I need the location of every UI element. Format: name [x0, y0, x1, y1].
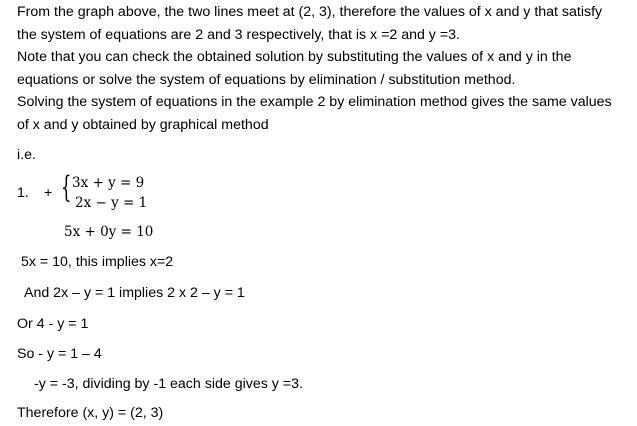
step-line: Or 4 - y = 1	[17, 316, 89, 332]
equation-2: 2x − y = 1	[75, 195, 148, 211]
step-line: -y = -3, dividing by -1 each side gives y =3.	[34, 376, 303, 392]
paragraph-line: of x and y obtained by graphical method	[17, 117, 269, 133]
item-number: 1.	[17, 185, 29, 201]
paragraph-line: From the graph above, the two lines meet at (2, 3), therefore the values of x and y that satisfy	[17, 4, 603, 20]
paragraph-line: equations or solve the system of equations by elimination / substitution method.	[17, 72, 516, 88]
paragraph-line: Solving the system of equations in the example 2 by elimination method gives the same values	[17, 94, 612, 110]
left-brace-icon: {	[61, 170, 72, 205]
equation-sum: 5x + 0y = 10	[64, 224, 154, 240]
step-line: So - y = 1 – 4	[17, 346, 102, 362]
step-line: And 2x – y = 1 implies 2 x 2 – y = 1	[24, 285, 245, 301]
paragraph-line: the system of equations are 2 and 3 respectively, that is x =2 and y =3.	[17, 27, 460, 43]
step-line: Therefore (x, y) = (2, 3)	[17, 405, 164, 421]
ie-label: i.e.	[17, 147, 36, 163]
equation-1: 3x + y = 9	[72, 175, 145, 191]
plus-sign: +	[44, 185, 53, 201]
step-line: 5x = 10, this implies x=2	[21, 254, 174, 270]
paragraph-line: Note that you can check the obtained solution by substituting the values of x and y in the	[17, 49, 572, 65]
